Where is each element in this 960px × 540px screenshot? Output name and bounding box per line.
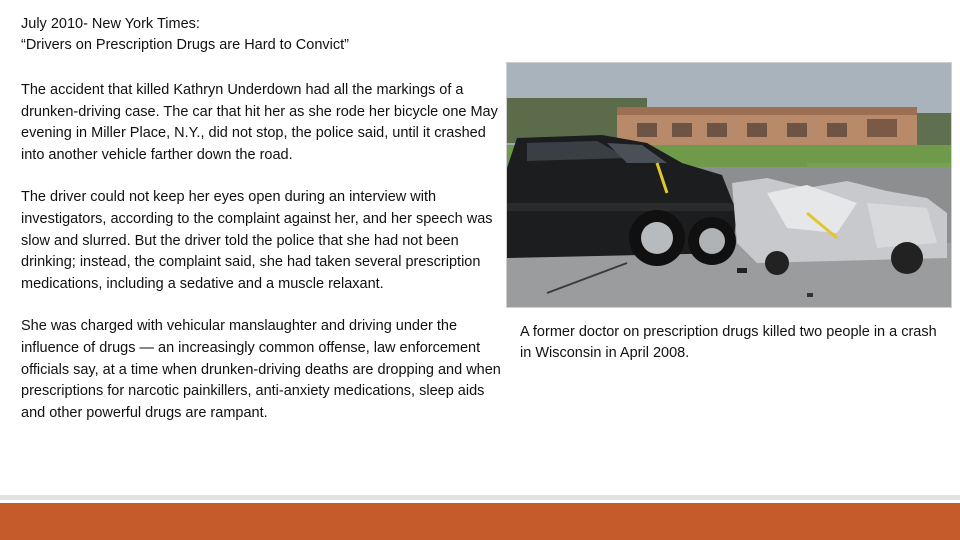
footer-bar [0,503,960,540]
paragraph-charges: She was charged with vehicular manslaughter and driving under the influence of drugs — an increasingly common offense, law enforcement officials say, at a time when drunken-driving deaths are dropping and when prescriptions for narcotic painkillers, anti-anxiety medications, sleep aids and other powerful drugs are rampant. [21,318,501,421]
heading-article-title: “Drivers on Prescription Drugs are Hard to Convict” [21,37,349,53]
paragraph-accident: The accident that killed Kathryn Underdown had all the markings of a drunken-driving case. The car that hit her as she rode her bicycle one May evening in Miller Place, N.Y., did not stop, the police said, until it crashed into another vehicle farther down the road. [21,82,498,163]
paragraph-investigation: The driver could not keep her eyes open during an interview with investigators, according to the complaint against her, and her speech was slow and slurred. But the driver told the police that she had not been drinking; instead, the complaint said, she had taken several prescription medications, including a sedative and a muscle relaxant. [21,189,493,292]
slide-heading [21,14,491,56]
heading-date-source: July 2010- New York Times: [21,16,200,32]
footer-rule [0,495,960,500]
article-body [21,80,503,445]
photo-caption: A former doctor on prescription drugs killed two people in a crash in Wisconsin in April 2008. [520,324,937,361]
crash-photo [506,62,952,308]
crash-scene-image [507,63,951,307]
